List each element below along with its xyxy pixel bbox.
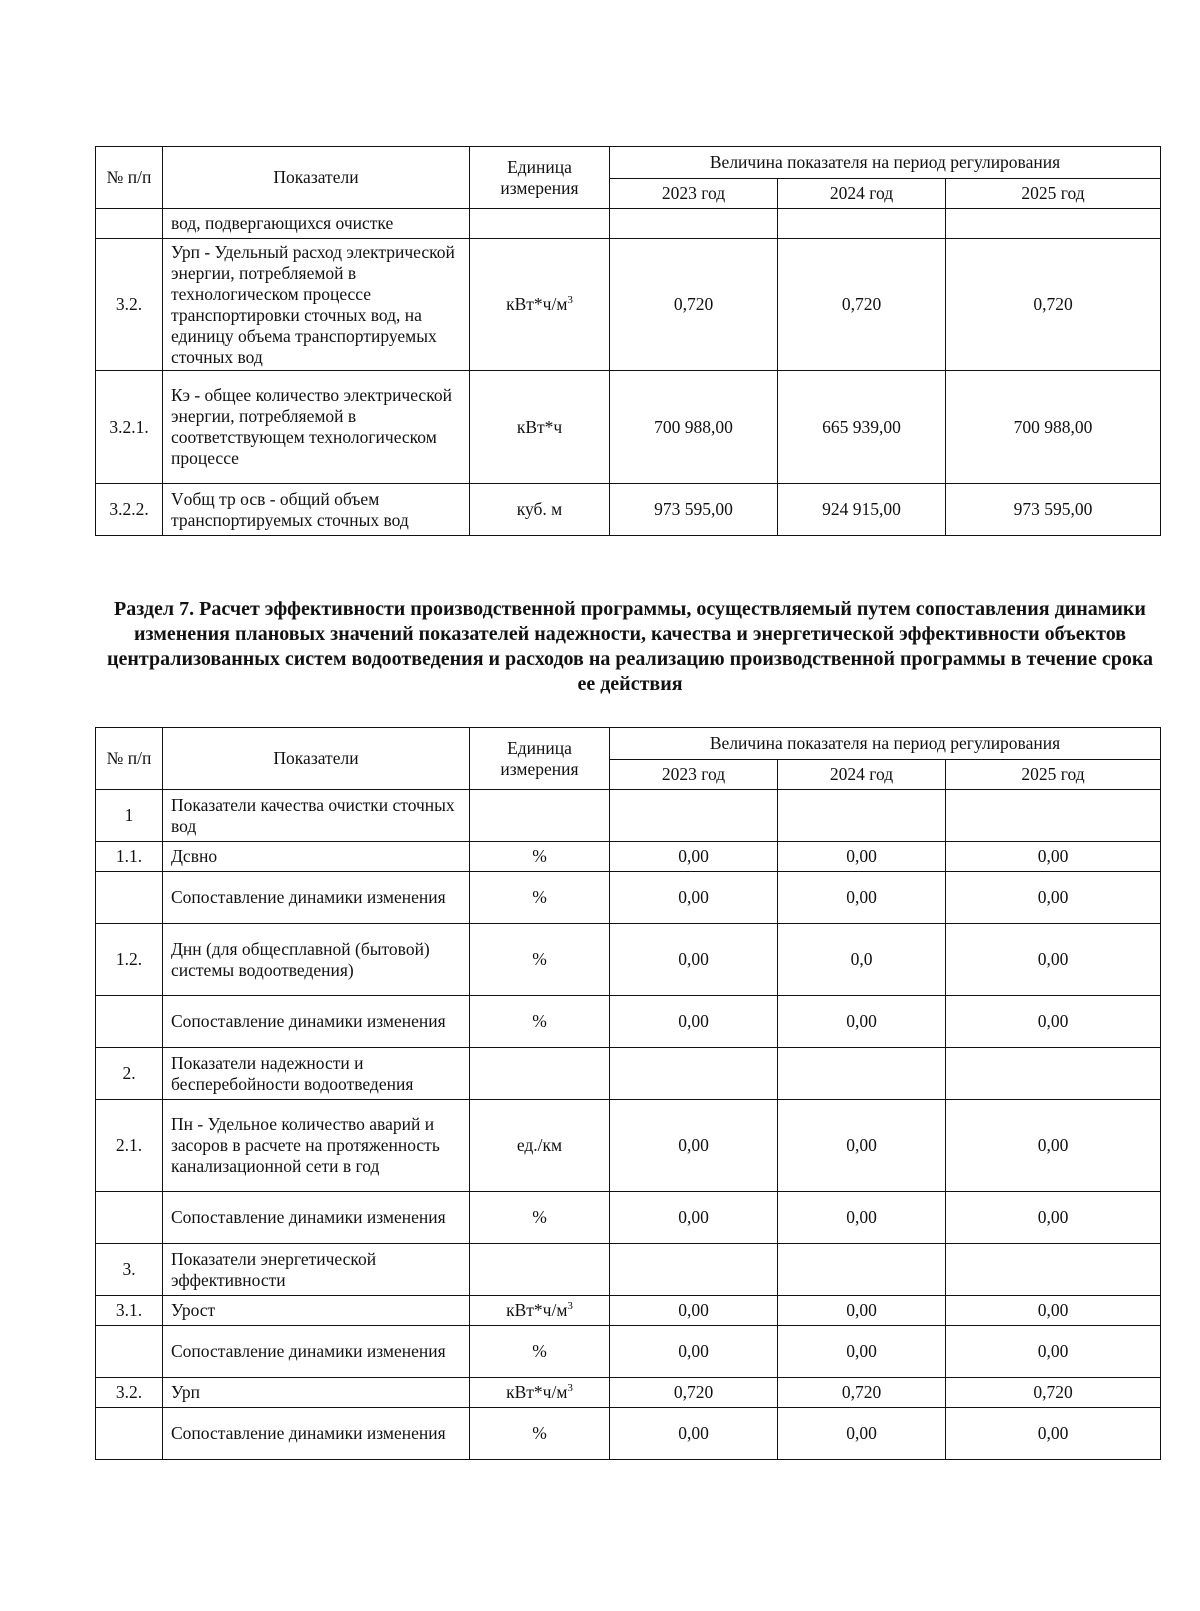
unit-text: % [532, 1341, 547, 1361]
row-indicator: Сопоставление динамики изменения [163, 1192, 470, 1244]
row-indicator: Сопоставление динамики изменения [163, 872, 470, 924]
row-indicator: вод, подвергающихся очистке [163, 209, 470, 239]
row-value-2024: 0,00 [778, 1408, 946, 1460]
row-unit: кВт*ч [470, 371, 610, 484]
header-period: Величина показателя на период регулирования [610, 147, 1161, 179]
row-num [96, 1408, 163, 1460]
row-value-2025 [946, 790, 1161, 842]
row-indicator: Показатели качества очистки сточных вод [163, 790, 470, 842]
row-num: 3.2.2. [96, 484, 163, 536]
row-value-2023: 0,00 [610, 1326, 778, 1378]
row-unit [470, 996, 610, 1048]
table-row [96, 1048, 1161, 1100]
row-value-2024: 0,00 [778, 1192, 946, 1244]
row-value-2023: 0,720 [610, 1378, 778, 1408]
table-row [96, 1100, 1161, 1192]
unit-text: кВт*ч/м [506, 1300, 568, 1320]
row-value-2025: 0,00 [946, 996, 1161, 1048]
row-indicator: Показатели энергетической эффективности [163, 1244, 470, 1296]
table-row [96, 1378, 1161, 1408]
row-value-2024: 0,720 [778, 1378, 946, 1408]
table-row [96, 872, 1161, 924]
table-row [96, 790, 1161, 842]
row-unit [470, 209, 610, 239]
row-unit [470, 1048, 610, 1100]
row-unit [470, 1296, 610, 1326]
row-value-2024: 0,0 [778, 924, 946, 996]
table-row [96, 484, 1161, 536]
row-unit [470, 1100, 610, 1192]
row-value-2023 [610, 209, 778, 239]
unit-text: % [532, 1423, 547, 1443]
row-unit [470, 842, 610, 872]
row-num [96, 1192, 163, 1244]
row-value-2024: 0,720 [778, 239, 946, 371]
row-value-2023: 0,720 [610, 239, 778, 371]
row-indicator: Сопоставление динамики изменения [163, 1408, 470, 1460]
row-indicator: Урост [163, 1296, 470, 1326]
header-year-2023: 2023 год [610, 760, 778, 790]
row-value-2024: 665 939,00 [778, 371, 946, 484]
row-value-2023: 0,00 [610, 1408, 778, 1460]
row-value-2025: 0,00 [946, 842, 1161, 872]
row-unit [470, 1408, 610, 1460]
row-num [96, 1326, 163, 1378]
table-row [96, 842, 1161, 872]
row-indicator: Кэ - общее количество электрической энергии, потребляемой в соответствующем технологическом процессе [163, 371, 470, 484]
row-unit [470, 790, 610, 842]
header-unit: Единица измерения [470, 728, 610, 790]
header-num: № п/п [96, 728, 163, 790]
unit-superscript: 3 [567, 294, 573, 307]
row-value-2025 [946, 209, 1161, 239]
table-row [96, 924, 1161, 996]
row-num: 2.1. [96, 1100, 163, 1192]
row-num [96, 209, 163, 239]
row-value-2023 [610, 1244, 778, 1296]
table-row [96, 371, 1161, 484]
header-num: № п/п [96, 147, 163, 209]
row-unit [470, 239, 610, 371]
row-value-2024: 0,00 [778, 872, 946, 924]
row-value-2023: 0,00 [610, 1100, 778, 1192]
header-year-2023: 2023 год [610, 179, 778, 209]
row-value-2023: 0,00 [610, 924, 778, 996]
header-period: Величина показателя на период регулирования [610, 728, 1161, 760]
row-value-2025: 0,00 [946, 872, 1161, 924]
table-row [96, 996, 1161, 1048]
header-unit: Единица измерения [470, 147, 610, 209]
row-value-2025: 0,720 [946, 239, 1161, 371]
row-value-2025: 700 988,00 [946, 371, 1161, 484]
row-indicator: Дсвно [163, 842, 470, 872]
row-value-2024 [778, 790, 946, 842]
table-header-row [96, 728, 1161, 760]
row-value-2025: 0,720 [946, 1378, 1161, 1408]
row-unit [470, 1244, 610, 1296]
row-value-2024 [778, 209, 946, 239]
row-indicator: Пн - Удельное количество аварий и засоров в расчете на протяженность канализационной сети в год [163, 1100, 470, 1192]
table-row [96, 1192, 1161, 1244]
header-indicator: Показатели [163, 728, 470, 790]
row-value-2025: 0,00 [946, 1100, 1161, 1192]
table-header-row [96, 147, 1161, 179]
unit-text: кВт*ч/м [506, 1382, 568, 1402]
row-unit: куб. м [470, 484, 610, 536]
row-value-2024 [778, 1244, 946, 1296]
header-year-2024: 2024 год [778, 179, 946, 209]
row-value-2023 [610, 790, 778, 842]
row-num: 3.2. [96, 239, 163, 371]
unit-superscript: 3 [567, 1300, 573, 1313]
row-value-2023: 0,00 [610, 1296, 778, 1326]
row-unit [470, 1378, 610, 1408]
row-value-2023 [610, 1048, 778, 1100]
row-num: 3. [96, 1244, 163, 1296]
row-num: 3.2.1. [96, 371, 163, 484]
row-value-2023: 973 595,00 [610, 484, 778, 536]
header-year-2025: 2025 год [946, 179, 1161, 209]
row-value-2024: 0,00 [778, 1296, 946, 1326]
row-num: 1.2. [96, 924, 163, 996]
header-year-2025: 2025 год [946, 760, 1161, 790]
row-value-2023: 0,00 [610, 872, 778, 924]
row-value-2025: 0,00 [946, 1408, 1161, 1460]
row-unit [470, 924, 610, 996]
row-value-2023: 0,00 [610, 996, 778, 1048]
table-row [96, 1408, 1161, 1460]
row-indicator: Урп - Удельный расход электрической энергии, потребляемой в технологическом процессе транспортировки сточных вод, на единицу объема транспортируемых сточных вод [163, 239, 470, 371]
row-unit [470, 1192, 610, 1244]
unit-text: % [532, 887, 547, 907]
table-row [96, 239, 1161, 371]
efficiency-table-body [96, 790, 1161, 1460]
row-num: 3.2. [96, 1378, 163, 1408]
row-num: 2. [96, 1048, 163, 1100]
row-value-2024: 0,00 [778, 842, 946, 872]
row-indicator: Vобщ тр осв - общий объем транспортируемых сточных вод [163, 484, 470, 536]
unit-text: ед./км [516, 1135, 563, 1155]
row-value-2025 [946, 1048, 1161, 1100]
unit-text: % [532, 949, 547, 969]
row-value-2023: 700 988,00 [610, 371, 778, 484]
row-value-2024: 924 915,00 [778, 484, 946, 536]
row-value-2025 [946, 1244, 1161, 1296]
section-7-title: Раздел 7. Расчет эффективности производственной программы, осуществляемый путем сопоставления динамики изменения плановых значений показателей надежности, качества и энергетической эффективности объектов централизованных систем водоотведения и расходов на реализацию производственной программы в течение срока ее действия [106, 598, 1154, 695]
row-value-2023: 0,00 [610, 1192, 778, 1244]
row-value-2025: 0,00 [946, 1326, 1161, 1378]
efficiency-table [95, 727, 1161, 1460]
indicators-table-continuation [95, 146, 1161, 536]
row-value-2025: 0,00 [946, 1192, 1161, 1244]
row-num [96, 872, 163, 924]
table-row [96, 1244, 1161, 1296]
row-num: 3.1. [96, 1296, 163, 1326]
header-indicator: Показатели [163, 147, 470, 209]
row-value-2023: 0,00 [610, 842, 778, 872]
unit-superscript: 3 [567, 1382, 573, 1395]
row-value-2024: 0,00 [778, 1100, 946, 1192]
row-indicator: Сопоставление динамики изменения [163, 1326, 470, 1378]
table-row [96, 209, 1161, 239]
row-unit [470, 872, 610, 924]
table-row [96, 1296, 1161, 1326]
unit-text: % [532, 1011, 547, 1031]
unit-text: % [532, 846, 547, 866]
table-row [96, 1326, 1161, 1378]
row-value-2025: 0,00 [946, 924, 1161, 996]
unit-text: % [532, 1207, 547, 1227]
row-indicator: Показатели надежности и бесперебойности водоотведения [163, 1048, 470, 1100]
row-num: 1 [96, 790, 163, 842]
unit-text: кВт*ч/м [506, 294, 568, 314]
row-indicator: Днн (для общесплавной (бытовой) системы водоотведения) [163, 924, 470, 996]
row-num [96, 996, 163, 1048]
row-unit [470, 1326, 610, 1378]
row-indicator: Урп [163, 1378, 470, 1408]
header-year-2024: 2024 год [778, 760, 946, 790]
row-value-2024: 0,00 [778, 996, 946, 1048]
row-value-2024 [778, 1048, 946, 1100]
row-indicator: Сопоставление динамики изменения [163, 996, 470, 1048]
row-value-2024: 0,00 [778, 1326, 946, 1378]
row-value-2025: 973 595,00 [946, 484, 1161, 536]
row-value-2025: 0,00 [946, 1296, 1161, 1326]
row-num: 1.1. [96, 842, 163, 872]
